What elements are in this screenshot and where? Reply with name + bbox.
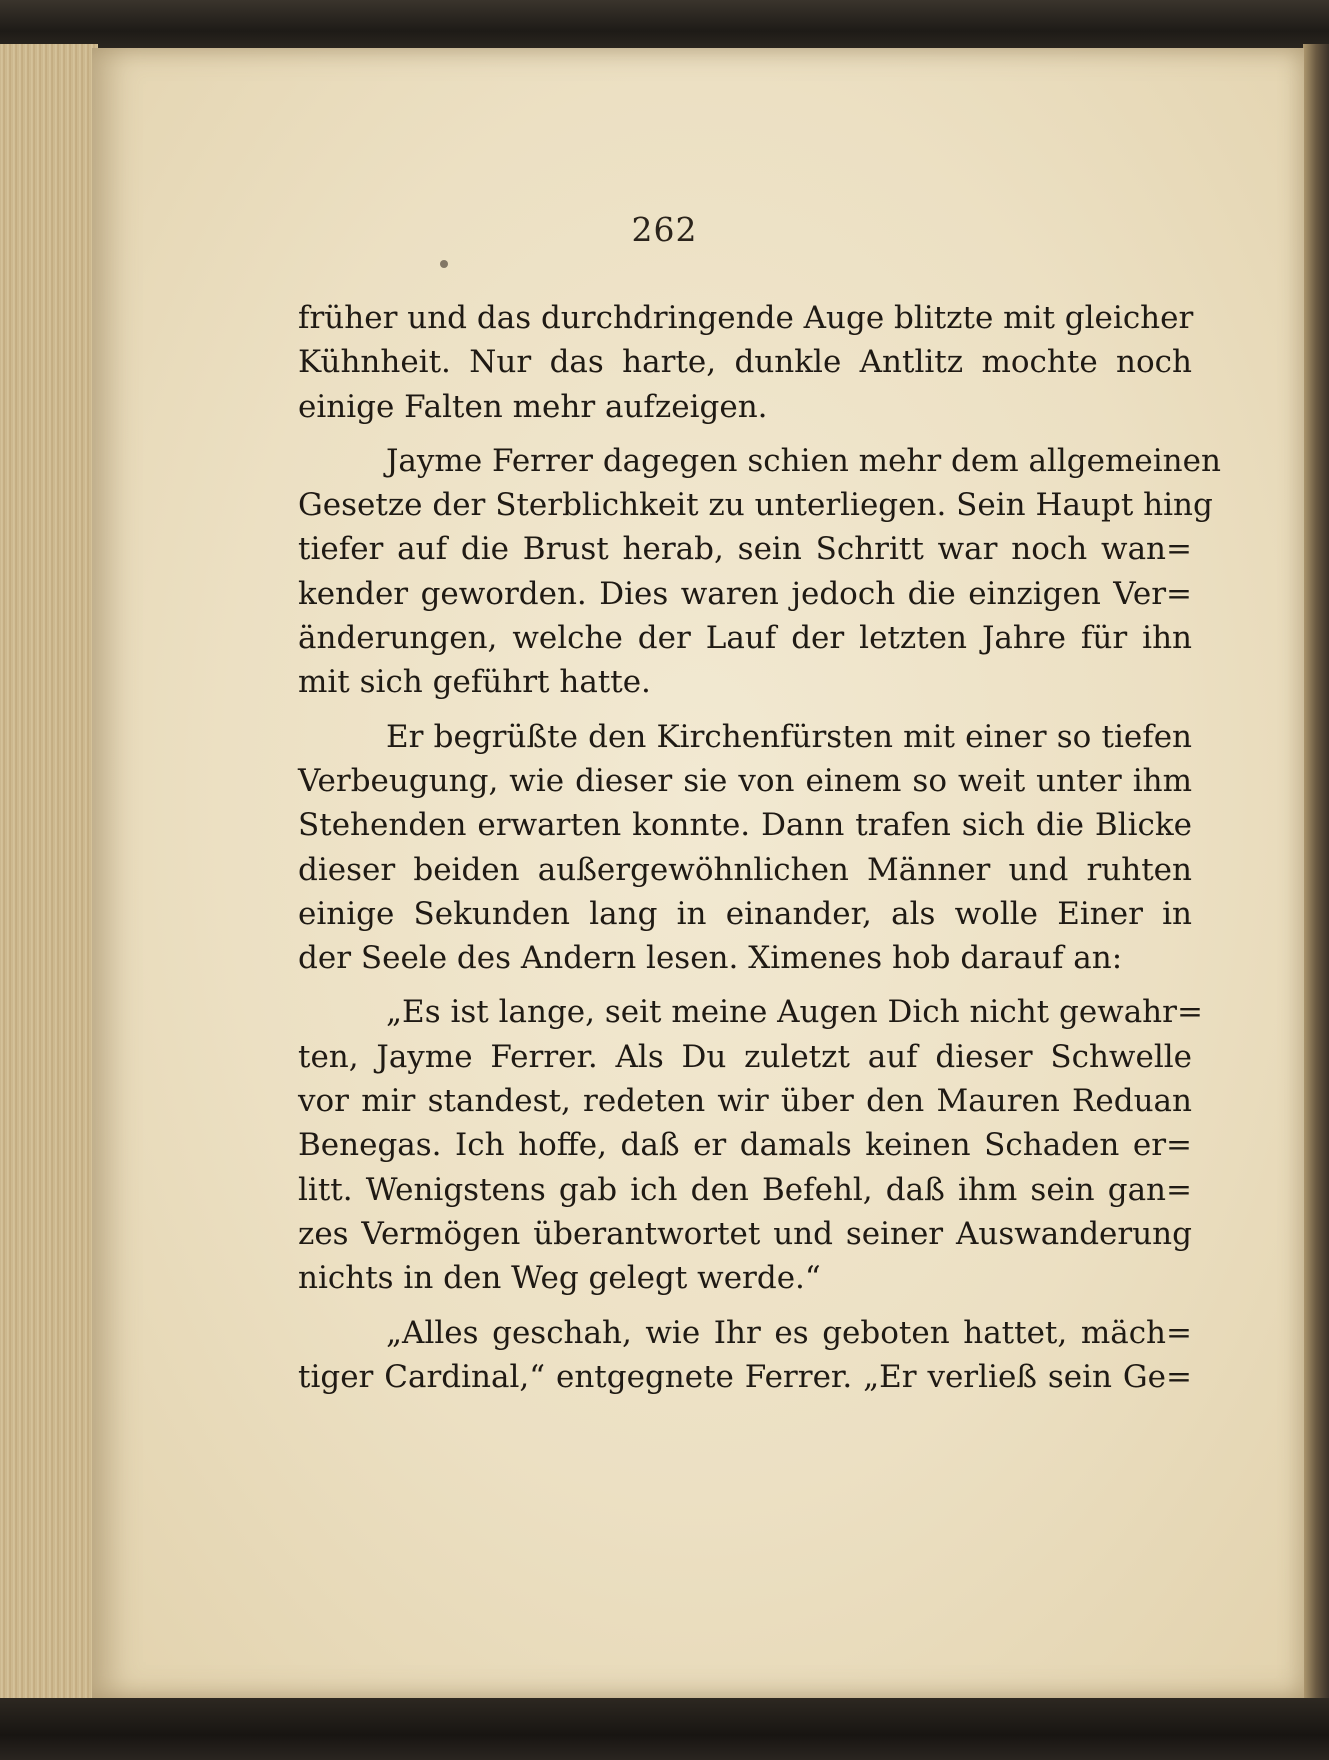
ink-spot: [440, 260, 448, 268]
text-line: einige Sekunden lang in einander, als wolle Einer in: [298, 895, 1192, 932]
paragraph: [298, 1311, 1192, 1400]
text-line: Benegas. Ich hoffe, daß er damals keinen Schaden er=: [298, 1127, 1192, 1164]
text-line: Er begrüßte den Kirchenfürsten mit einer so tiefen: [386, 718, 1192, 755]
text-line: litt. Wenigstens gab ich den Befehl, daß ihm sein gan=: [298, 1171, 1192, 1208]
text-line: Stehenden erwarten konnte. Dann trafen sich die Blicke: [298, 807, 1192, 844]
text-line: Jayme Ferrer dagegen schien mehr dem allgemeinen: [386, 442, 1221, 479]
text-line: Kühnheit. Nur das harte, dunkle Antlitz mochte noch: [298, 344, 1192, 381]
book-spine-edge: [1303, 44, 1329, 1700]
paragraph: [298, 990, 1203, 1300]
paragraph: [298, 439, 1221, 705]
text-line: vor mir standest, redeten wir über den Mauren Reduan: [298, 1083, 1192, 1120]
book-bottom-shadow: [0, 1698, 1329, 1760]
page-stack-edge: [0, 44, 98, 1700]
text-line: einige Falten mehr aufzeigen.: [298, 388, 768, 425]
text-line: früher und das durchdringende Auge blitzte mit gleicher: [298, 300, 1194, 336]
text-line: Gesetze der Sterblichkeit zu unterliegen. Sein Haupt hing: [298, 487, 1213, 524]
text-line: mit sich geführt hatte.: [298, 664, 651, 701]
text-line: zes Vermögen überantwortet und seiner Auswanderung: [298, 1215, 1192, 1252]
text-line: „Alles geschah, wie Ihr es geboten hattet, mäch=: [386, 1314, 1192, 1351]
book-top-shadow: [0, 0, 1329, 52]
paragraph: [298, 296, 1192, 429]
text-line: der Seele des Andern lesen. Ximenes hob darauf an:: [298, 940, 1123, 977]
text-line: kender geworden. Dies waren jedoch die einzigen Ver=: [298, 575, 1192, 612]
text-line: ten, Jayme Ferrer. Als Du zuletzt auf dieser Schwelle: [298, 1038, 1192, 1075]
paragraph: [298, 715, 1192, 981]
text-line: dieser beiden außergewöhnlichen Männer und ruhten: [298, 851, 1192, 888]
body-text: [298, 296, 1221, 1399]
text-line: „Es ist lange, seit meine Augen Dich nicht gewahr=: [386, 994, 1203, 1031]
text-line: nichts in den Weg gelegt werde.“: [298, 1260, 821, 1297]
text-line: änderungen, welche der Lauf der letzten Jahre für ihn: [298, 620, 1192, 657]
text-line: tiger Cardinal,“ entgegnete Ferrer. „Er verließ sein Ge=: [298, 1358, 1192, 1395]
text-line: Verbeugung, wie dieser sie von einem so weit unter ihm: [298, 762, 1192, 799]
page-number: 262: [631, 210, 698, 249]
text-line: tiefer auf die Brust herab, sein Schritt war noch wan=: [298, 531, 1192, 568]
